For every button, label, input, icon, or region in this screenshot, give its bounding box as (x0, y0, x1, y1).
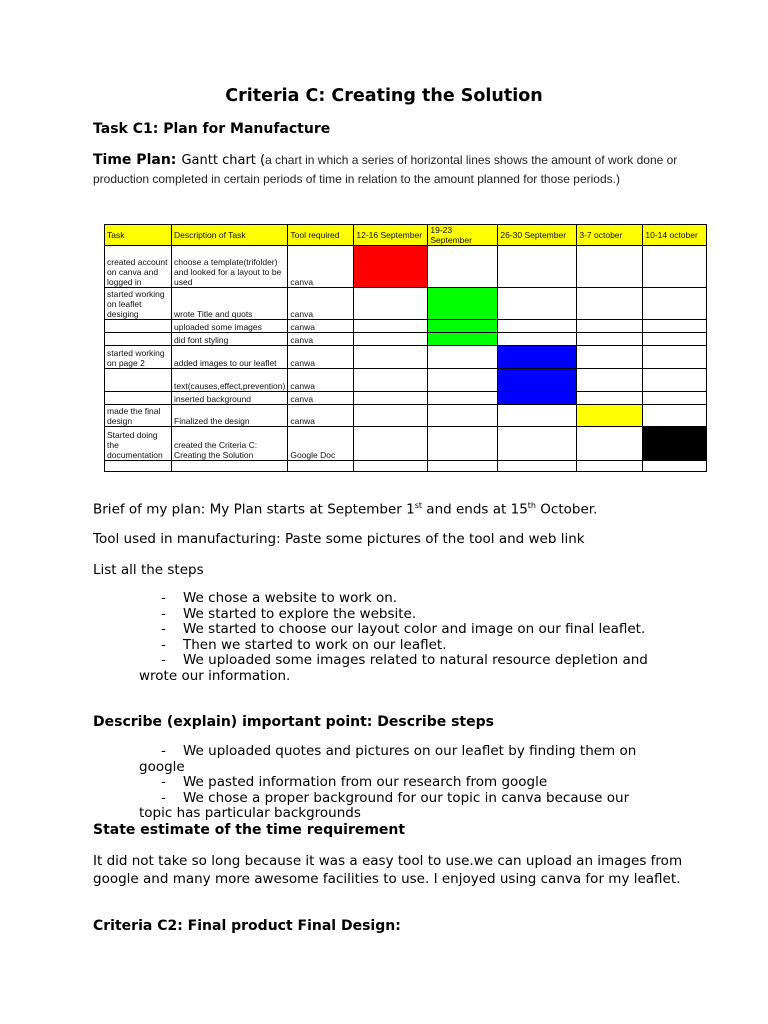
gantt-bar-week3 (498, 369, 577, 392)
gantt-header-week3: 26-30 September (498, 225, 577, 246)
empty-cell (643, 392, 707, 405)
dash-bullet: - (161, 774, 166, 790)
empty-cell (354, 427, 428, 461)
gantt-definition: a chart in which a series of horizontal lines shows the amount of work done or production completed in certain periods of time in relation to the amount planned for those periods.) (93, 153, 678, 186)
empty-cell (498, 427, 577, 461)
task-cell (105, 320, 172, 333)
tool-cell: canva (288, 392, 354, 405)
empty-cell (643, 246, 707, 288)
description-cell: uploaded some images (172, 320, 288, 333)
table-row (105, 246, 707, 288)
empty-cell (498, 320, 577, 333)
step-text: We uploaded quotes and pictures on our leaflet by finding them on (183, 743, 637, 759)
tool-cell: canwa (288, 320, 354, 333)
table-row (105, 333, 707, 346)
steps-list (139, 591, 699, 684)
tool-cell: canva (288, 246, 354, 288)
empty-cell (428, 461, 498, 472)
tool-cell: canva (288, 333, 354, 346)
step-text: topic has particular backgrounds (139, 805, 361, 821)
step-text: We started to choose our layout color and image on our final leaflet. (183, 621, 646, 637)
gantt-bar-week2 (428, 288, 498, 320)
step-text: We uploaded some images related to natural resource depletion and (183, 652, 648, 668)
empty-cell (354, 288, 428, 320)
step-text: We pasted information from our research from google (183, 774, 548, 790)
dash-bullet: - (161, 590, 166, 606)
gantt-header-week1: 12-16 September (354, 225, 428, 246)
empty-cell (354, 392, 428, 405)
gantt-table (104, 224, 707, 472)
gantt-bar-week3 (498, 346, 577, 369)
page-title: Criteria C: Creating the Solution (225, 86, 543, 106)
estimate-heading: State estimate of the time requirement (93, 822, 406, 838)
tool-cell: canva (288, 288, 354, 320)
empty-cell (428, 427, 498, 461)
empty-cell (577, 392, 643, 405)
empty-cell (498, 461, 577, 472)
list-item (139, 653, 699, 669)
empty-cell (643, 288, 707, 320)
empty-cell (643, 346, 707, 369)
empty-cell (643, 461, 707, 472)
task-cell: started working on leaflet desiging (105, 288, 172, 320)
description-cell: added images to our leaflet (172, 346, 288, 369)
empty-cell (498, 333, 577, 346)
gantt-header-week5: 10-14 october (643, 225, 707, 246)
description-cell: Finalized the design (172, 405, 288, 427)
empty-cell (428, 246, 498, 288)
task-cell: created account on canva and logged in (105, 246, 172, 288)
table-row (105, 427, 707, 461)
list-item (139, 744, 699, 760)
time-plan-label: Time Plan: (93, 152, 177, 168)
task-cell: Started doing the documentation (105, 427, 172, 461)
empty-cell (577, 346, 643, 369)
empty-cell (498, 246, 577, 288)
describe-steps-list (139, 744, 699, 822)
empty-cell (577, 461, 643, 472)
empty-cell (577, 288, 643, 320)
gantt-header-week4: 3-7 october (577, 225, 643, 246)
list-item (139, 791, 699, 807)
gantt-header-row (105, 225, 707, 246)
empty-cell (354, 405, 428, 427)
c2-heading: Criteria C2: Final product Final Design: (93, 918, 401, 934)
dash-bullet: - (161, 636, 166, 653)
table-row (105, 288, 707, 320)
table-row (105, 346, 707, 369)
gantt-bar-week2 (428, 320, 498, 333)
gantt-header-tool: Tool required (288, 225, 354, 246)
task-cell (105, 461, 172, 472)
list-item (139, 638, 699, 654)
list-item (139, 607, 699, 623)
brief-text-c: October. (536, 501, 598, 518)
empty-cell (643, 333, 707, 346)
task-c1-heading: Task C1: Plan for Manufacture (93, 121, 331, 137)
description-cell: created the Criteria C: Creating the Solution (172, 427, 288, 461)
gantt-bar-week2 (428, 333, 498, 346)
time-plan-paragraph (93, 151, 693, 187)
task-cell: made the final design (105, 405, 172, 427)
empty-cell (577, 427, 643, 461)
description-cell (172, 461, 288, 472)
empty-cell (354, 320, 428, 333)
description-cell: choose a template(trifolder) and looked for a layout to be used (172, 246, 288, 288)
tool-cell: canwa (288, 346, 354, 369)
step-text: Then we started to work on our leaflet. (183, 636, 447, 653)
step-text: We chose a proper background for our topic in canva because our (183, 789, 630, 806)
dash-bullet: - (161, 789, 166, 806)
task-cell (105, 392, 172, 405)
empty-cell (354, 333, 428, 346)
empty-cell (577, 320, 643, 333)
empty-cell (643, 320, 707, 333)
empty-cell (354, 461, 428, 472)
task-cell: started working on page 2 (105, 346, 172, 369)
list-item-continuation (139, 760, 699, 776)
gantt-bar-week4 (577, 405, 643, 427)
list-item (139, 591, 699, 607)
step-text: We started to explore the website. (183, 605, 417, 622)
brief-text-a: Brief of my plan: My Plan starts at September 1 (93, 501, 415, 518)
step-text: wrote our information. (139, 667, 291, 684)
gantt-bar-week5 (643, 427, 707, 461)
list-item (139, 775, 699, 791)
brief-sup-a: st (414, 501, 423, 510)
dash-bullet: - (161, 743, 166, 759)
tool-used-paragraph: Tool used in manufacturing: Paste some pictures of the tool and web link (93, 531, 585, 547)
table-row (105, 405, 707, 427)
empty-cell (428, 346, 498, 369)
empty-cell (577, 369, 643, 392)
empty-cell (498, 405, 577, 427)
empty-cell (577, 333, 643, 346)
empty-cell (354, 369, 428, 392)
description-cell: text(causes,effect,prevention) (172, 369, 288, 392)
gantt-bar-week3 (498, 392, 577, 405)
empty-cell (428, 392, 498, 405)
dash-bullet: - (161, 652, 166, 668)
empty-cell (577, 246, 643, 288)
tool-cell: canwa (288, 405, 354, 427)
table-row (105, 392, 707, 405)
table-row (105, 461, 707, 472)
description-cell: wrote Title and quots (172, 288, 288, 320)
gantt-word: Gantt chart ( (181, 153, 266, 168)
tool-cell: canwa (288, 369, 354, 392)
empty-cell (354, 346, 428, 369)
brief-text-b: and ends at 15 (422, 501, 528, 518)
table-row (105, 320, 707, 333)
table-row (105, 369, 707, 392)
dash-bullet: - (161, 621, 166, 637)
description-cell: inserted background (172, 392, 288, 405)
list-steps-heading: List all the steps (93, 562, 204, 578)
step-text: We chose a website to work on. (183, 590, 398, 606)
empty-cell (643, 405, 707, 427)
list-item (139, 622, 699, 638)
empty-cell (428, 405, 498, 427)
task-cell (105, 333, 172, 346)
tool-cell (288, 461, 354, 472)
list-item-continuation (139, 669, 699, 685)
dash-bullet: - (161, 605, 166, 622)
step-text: google (139, 758, 185, 775)
empty-cell (428, 369, 498, 392)
description-cell: did font styling (172, 333, 288, 346)
gantt-bar-week1 (354, 246, 428, 288)
gantt-header-week2: 19-23 September (428, 225, 498, 246)
brief-sup-b: th (527, 501, 537, 510)
estimate-paragraph: It did not take so long because it was a easy tool to use.we can upload an images from google and many more awesome facilities to use. I enjoyed using canva for my leaflet. (93, 853, 683, 887)
empty-cell (498, 288, 577, 320)
describe-heading: Describe (explain) important point: Describe steps (93, 714, 494, 730)
task-cell (105, 369, 172, 392)
list-item-continuation (139, 806, 699, 822)
gantt-header-task: Task (105, 225, 172, 246)
tool-cell: Google Doc (288, 427, 354, 461)
empty-cell (643, 369, 707, 392)
brief-paragraph (93, 501, 597, 518)
gantt-header-description: Description of Task (172, 225, 288, 246)
